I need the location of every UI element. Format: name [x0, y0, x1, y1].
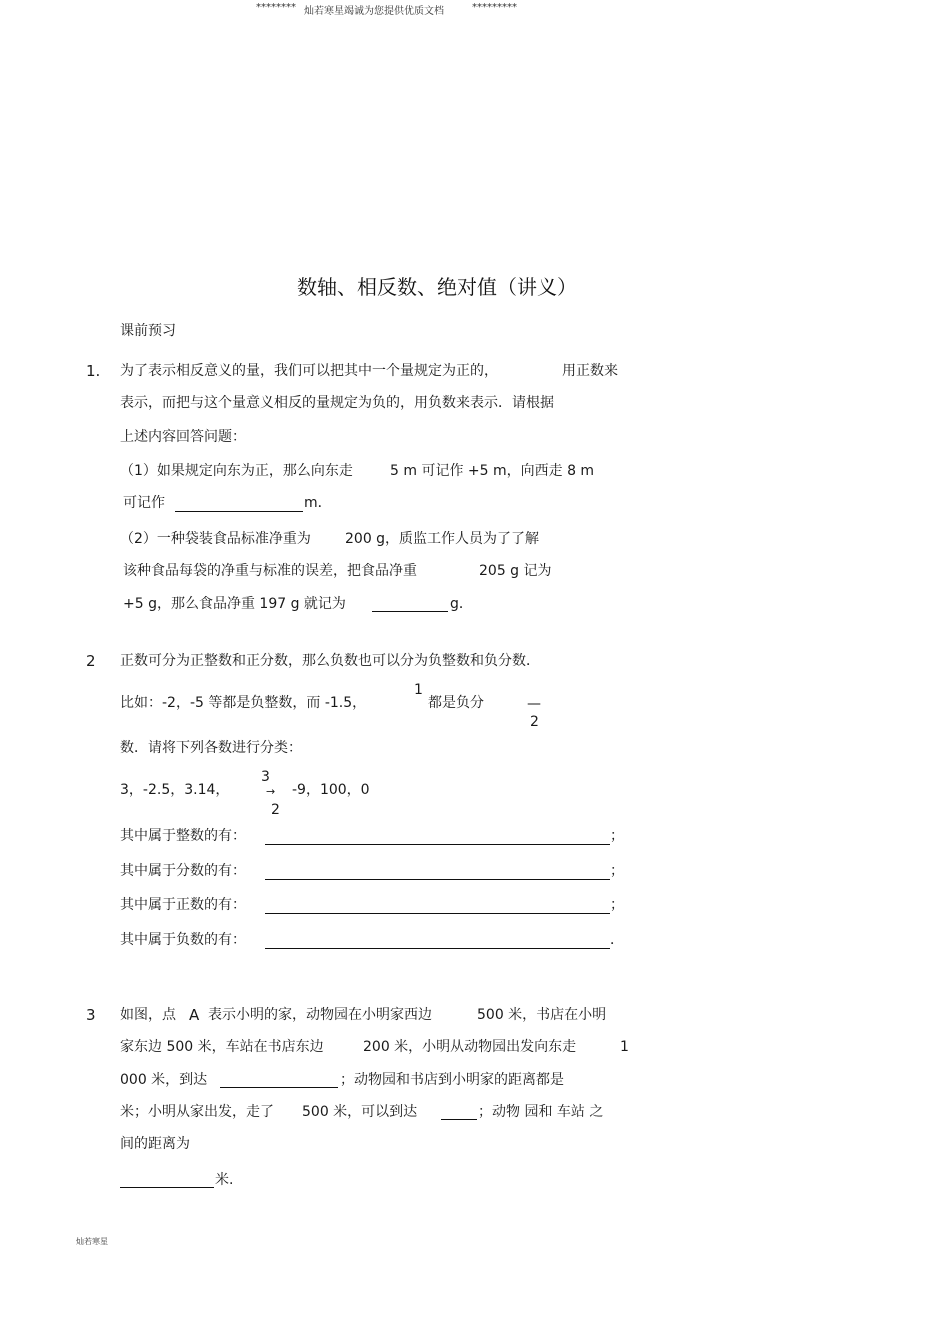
q3-point-a: A	[189, 1006, 200, 1024]
q1-part1a: （1）如果规定向东为正，那么向东走	[120, 463, 353, 479]
q2-row-integers-label: 其中属于整数的有：	[120, 828, 246, 844]
q2-frac1-bar: —	[527, 696, 541, 712]
q1-line2: 表示，而把与这个量意义相反的量规定为负的，用负数来表示．请根据	[120, 395, 554, 411]
q2-row-fractions-label: 其中属于分数的有：	[120, 863, 246, 879]
q2-row-integers-blank[interactable]	[265, 844, 610, 845]
q2-numbers-a: 3，-2.5，3.14，	[120, 782, 230, 798]
q3-number: 3	[86, 1006, 96, 1024]
header-text: 灿若寒星竭诚为您提供优质文档	[304, 6, 444, 17]
q3-line1c: 表示小明的家，动物园在小明家西边	[208, 1007, 432, 1023]
q3-answer-blank-2[interactable]	[441, 1119, 477, 1120]
q1-part1-unit: m．	[304, 495, 332, 511]
q3-line4a: 米；小明从家出发，走了	[120, 1104, 274, 1120]
q2-line2a: 比如：-2，-5 等都是负整数，而 -1.5，	[120, 695, 367, 711]
q1-part2c: 该种食品每袋的净重与标准的误差，把食品净重	[123, 563, 417, 579]
q1-part1b: 5 m 可记作 +5 m，向西走 8 m	[390, 463, 595, 479]
q3-line1a: 如图，点	[120, 1007, 176, 1023]
q2-numbers-b: -9，100，0	[292, 782, 370, 798]
q1-part2b: 200 g，质监工作人员为了了解	[345, 531, 540, 547]
q3-line2a: 家东边 500 米，车站在书店东边	[120, 1039, 324, 1055]
q2-number: 2	[86, 652, 96, 670]
q2-row-fractions-end: ；	[610, 863, 624, 879]
q3-line5: 间的距离为	[120, 1136, 190, 1152]
q1-part1c: 可记作	[123, 495, 165, 511]
page-title: 数轴、相反数、绝对值（讲义）	[297, 275, 577, 299]
q2-frac1-numerator: 1	[414, 682, 423, 698]
q2-row-positive-end: ；	[610, 897, 624, 913]
q2-line2b: 都是负分	[428, 695, 484, 711]
q3-line2c: 1	[620, 1039, 629, 1055]
q1-line3: 上述内容回答问题：	[120, 429, 246, 445]
q3-answer-blank-1[interactable]	[220, 1087, 338, 1088]
q1-answer-blank-1[interactable]	[175, 511, 303, 512]
q3-line4c: ；动物 园和 车站 之	[478, 1104, 604, 1120]
header-stars-right: *********	[472, 2, 517, 13]
q2-frac2-denominator: 2	[271, 802, 280, 818]
q1-part2d: 205 g 记为	[479, 563, 552, 579]
q2-row-negative-label: 其中属于负数的有：	[120, 932, 246, 948]
q2-frac2-numerator: 3	[261, 769, 270, 785]
q3-line1d: 500 米，书店在小明	[477, 1007, 607, 1023]
q1-answer-blank-2[interactable]	[372, 611, 448, 612]
header-stars-left: ********	[256, 2, 296, 13]
q2-row-negative-end: ．	[610, 932, 624, 948]
q1-line1a: 为了表示相反意义的量，我们可以把其中一个量规定为正的，	[120, 363, 498, 379]
q2-line1: 正数可分为正整数和正分数，那么负数也可以分为负整数和负分数．	[120, 653, 540, 669]
q2-row-negative-blank[interactable]	[265, 948, 610, 949]
q1-line1b: 用正数来	[562, 363, 618, 379]
q3-answer-blank-3[interactable]	[120, 1187, 214, 1188]
q2-row-positive-label: 其中属于正数的有：	[120, 897, 246, 913]
q2-row-positive-blank[interactable]	[265, 913, 610, 914]
q1-number: 1.	[86, 362, 101, 380]
q1-part2e: +5 g，那么食品净重 197 g 就记为	[123, 596, 346, 612]
q3-line3b: ；动物园和书店到小明家的距离都是	[340, 1072, 564, 1088]
q2-row-integers-end: ；	[610, 828, 624, 844]
q3-line3a: 000 米，到达	[120, 1072, 208, 1088]
q2-row-fractions-blank[interactable]	[265, 879, 610, 880]
q2-frac2-arrow: →	[266, 785, 276, 798]
q3-line6-unit: 米.	[215, 1172, 234, 1188]
q1-part2a: （2）一种袋装食品标准净重为	[120, 531, 311, 547]
q2-line3: 数．请将下列各数进行分类：	[120, 740, 302, 756]
q3-line4b: 500 米，可以到达	[302, 1104, 418, 1120]
section-label: 课前预习	[120, 323, 176, 339]
q2-frac1-denominator: 2	[530, 714, 539, 730]
q3-line2b: 200 米，小明从动物园出发向东走	[363, 1039, 577, 1055]
footer-text: 灿若寒星	[76, 1237, 108, 1246]
q1-part2-unit: g．	[450, 596, 473, 612]
